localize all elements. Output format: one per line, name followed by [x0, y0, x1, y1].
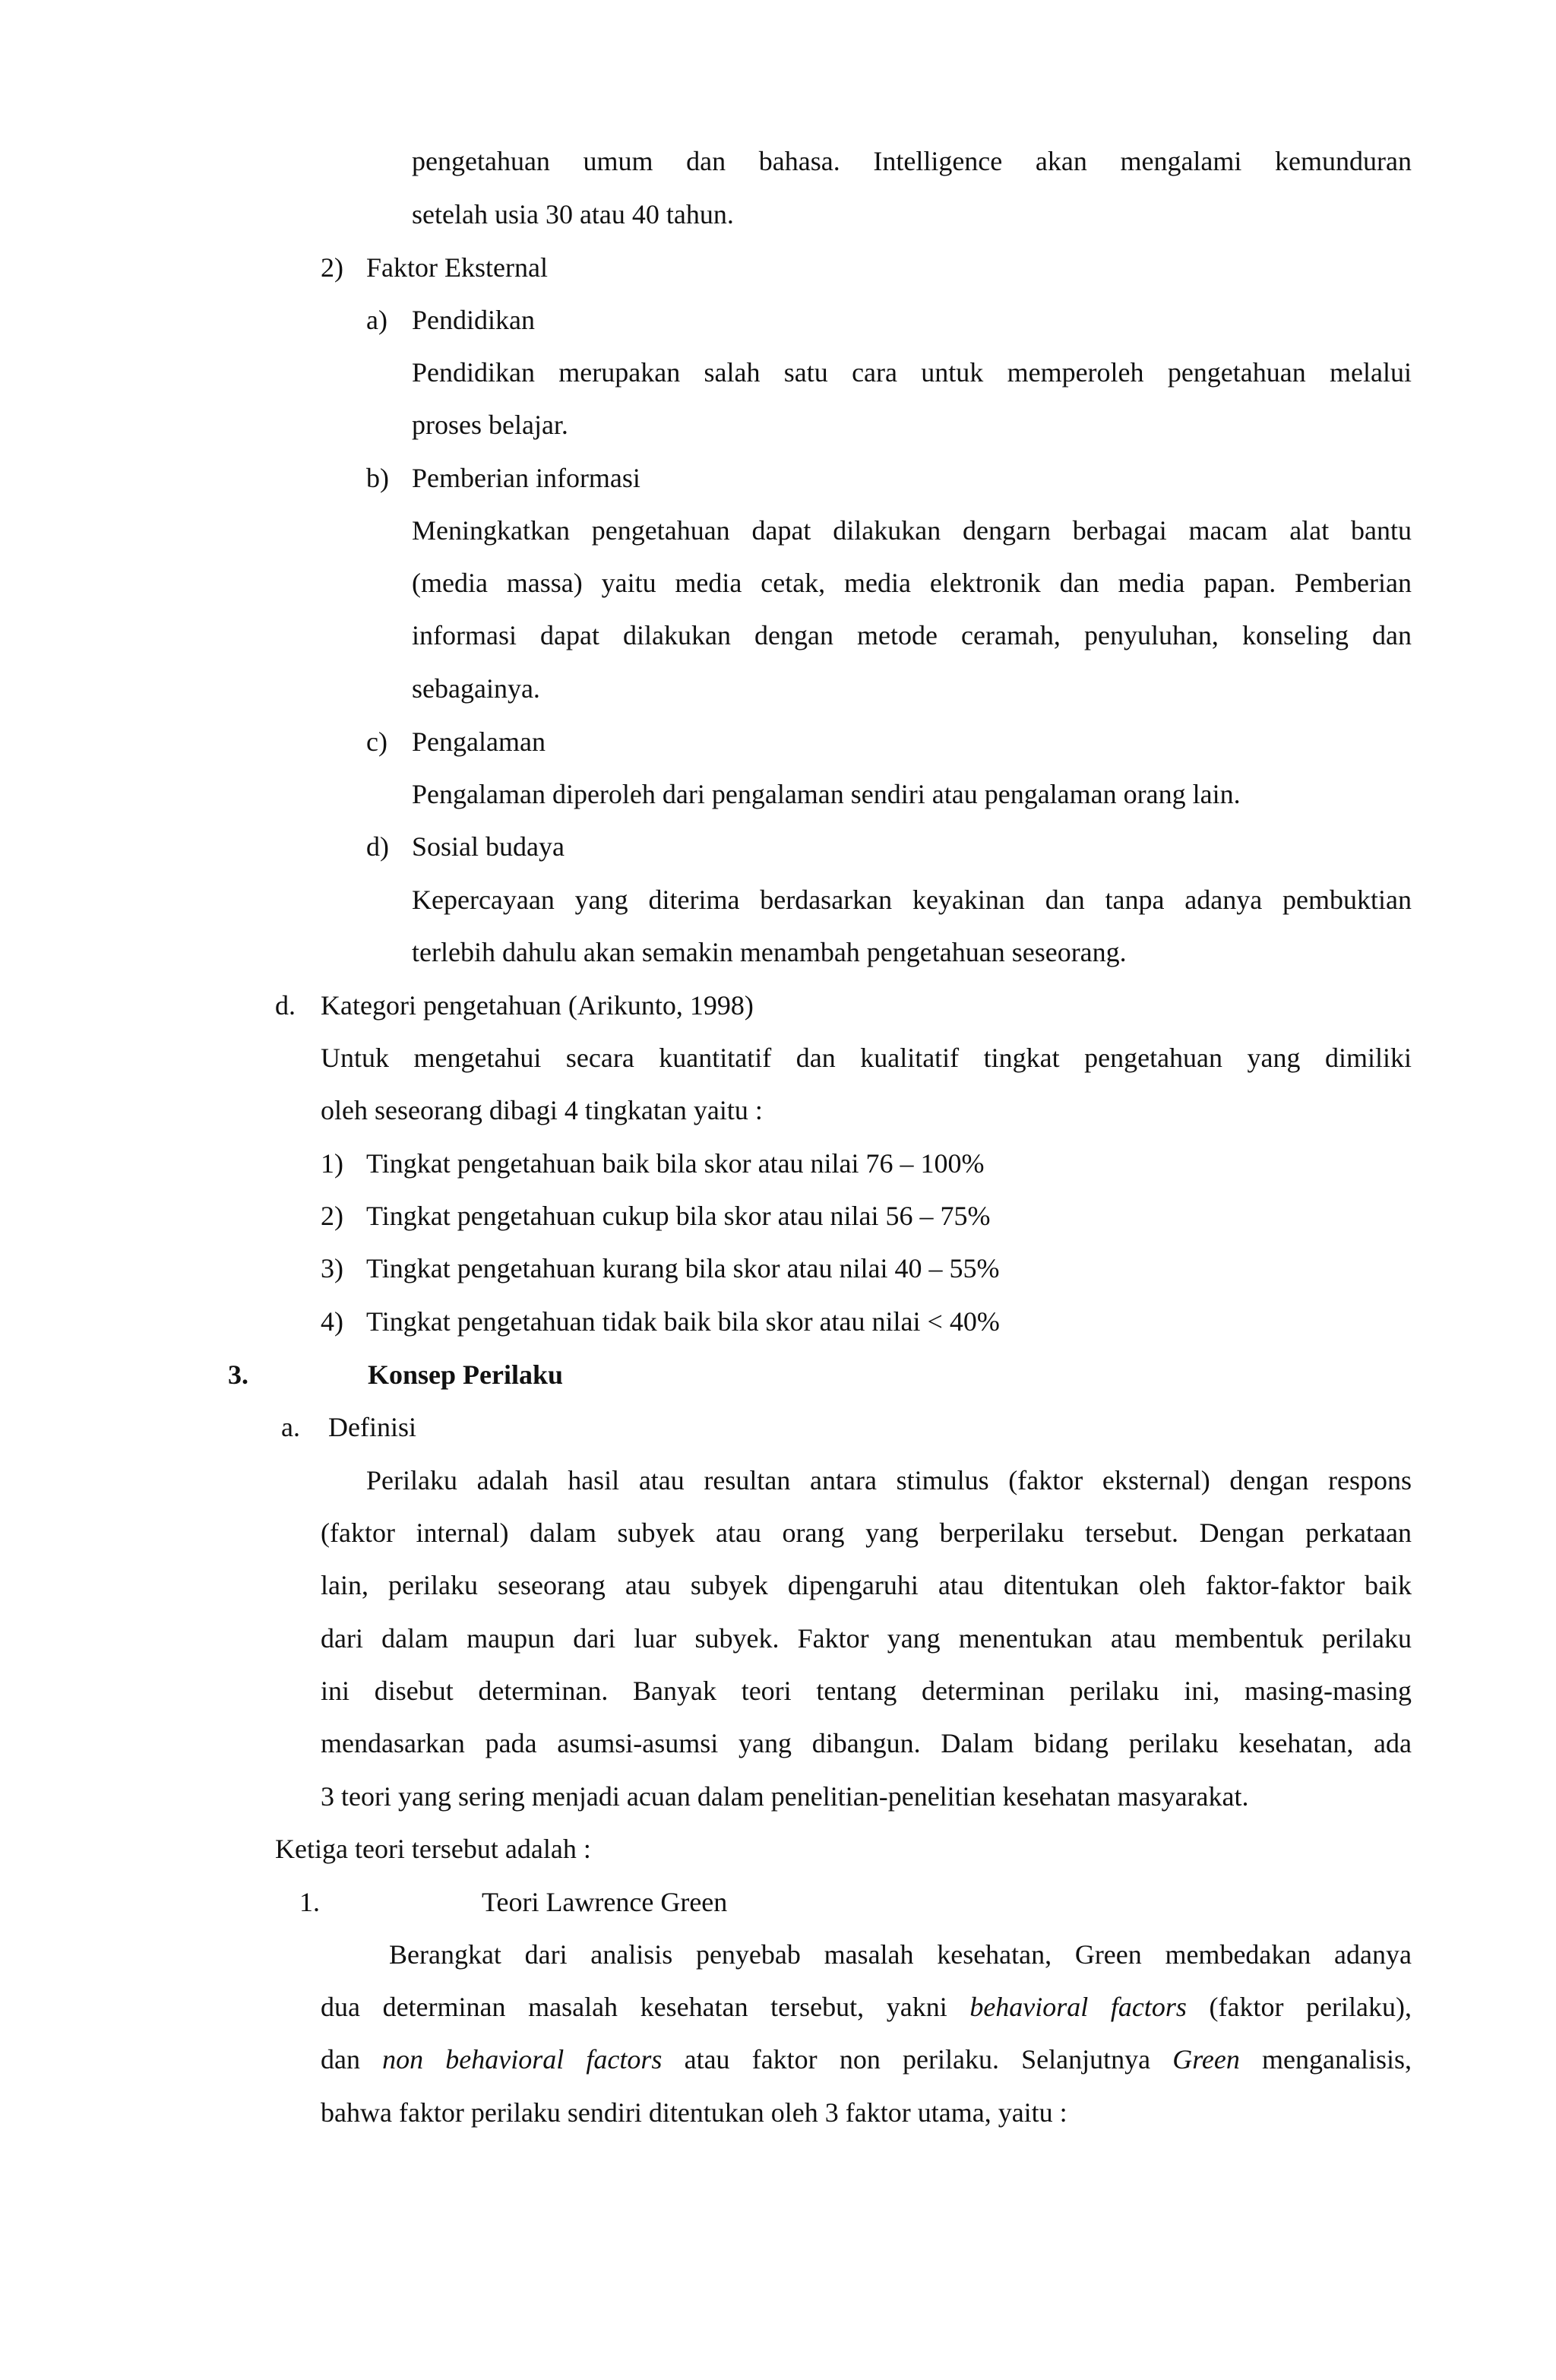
category-title: Kategori pengetahuan (Arikunto, 1998) — [321, 990, 754, 1021]
factor-b-line-1: Meningkatkan pengetahuan dapat dilakukan dengarn berbagai macam alat bantu — [412, 515, 1412, 546]
factor-c-title: Pengalaman — [412, 726, 546, 757]
section-3-number: 3. — [228, 1359, 248, 1390]
definition-letter: a. — [281, 1412, 300, 1442]
intro-line-2: setelah usia 30 atau 40 tahun. — [412, 199, 734, 229]
category-letter: d. — [275, 990, 296, 1021]
green-line-1: Berangkat dari analisis penyebab masalah kesehatan, Green membedakan adanya — [389, 1939, 1412, 1970]
definition-line-6: mendasarkan pada asumsi-asumsi yang dibangun. Dalam bidang perilaku kesehatan, ada — [321, 1728, 1412, 1758]
definition-line-3: lain, perilaku seseorang atau subyek dipengaruhi atau ditentukan oleh faktor-faktor baik — [321, 1570, 1412, 1600]
factor-b-line-2: (media massa) yaitu media cetak, media elektronik dan media papan. Pemberian — [412, 568, 1412, 598]
definition-line-4: dari dalam maupun dari luar subyek. Faktor yang menentukan atau membentuk perilaku — [321, 1623, 1412, 1654]
factor-b-letter: b) — [366, 463, 389, 493]
green-line-3: dan non behavioral factors atau faktor non perilaku. Selanjutnya Green menganalisis, — [321, 2044, 1412, 2075]
factor-a-title: Pendidikan — [412, 305, 535, 335]
factor-b-title: Pemberian informasi — [412, 463, 640, 493]
level-text: Tingkat pengetahuan cukup bila skor atau nilai 56 – 75% — [366, 1201, 991, 1231]
level-number: 2) — [321, 1201, 343, 1231]
factor-a-line-1: Pendidikan merupakan salah satu cara untuk memperoleh pengetahuan melalui — [412, 357, 1412, 388]
definition-line-5: ini disebut determinan. Banyak teori tentang determinan perilaku ini, masing-masing — [321, 1676, 1412, 1706]
definition-line-7: 3 teori yang sering menjadi acuan dalam penelitian-penelitian kesehatan masyarakat. — [321, 1781, 1249, 1812]
factor-b-line-3: informasi dapat dilakukan dengan metode ceramah, penyuluhan, konseling dan — [412, 620, 1412, 650]
factor-d-letter: d) — [366, 831, 389, 862]
intro-line-1: pengetahuan umum dan bahasa. Intelligence akan mengalami kemunduran — [412, 146, 1412, 176]
level-number: 3) — [321, 1253, 343, 1283]
factor-a-letter: a) — [366, 305, 387, 335]
factor-c-line-1: Pengalaman diperoleh dari pengalaman sendiri atau pengalaman orang lain. — [412, 779, 1241, 809]
factor-a-line-2: proses belajar. — [412, 410, 568, 440]
factor-d-title: Sosial budaya — [412, 831, 565, 862]
level-number: 4) — [321, 1306, 343, 1337]
level-text: Tingkat pengetahuan baik bila skor atau nilai 76 – 100% — [366, 1148, 985, 1179]
level-text: Tingkat pengetahuan kurang bila skor atau nilai 40 – 55% — [366, 1253, 1000, 1283]
theory-1-title: Teori Lawrence Green — [482, 1887, 728, 1917]
external-factors-number: 2) — [321, 252, 343, 283]
category-intro-line-2: oleh seseorang dibagi 4 tingkatan yaitu : — [321, 1095, 763, 1125]
definition-line-2: (faktor internal) dalam subyek atau orang yang berperilaku tersebut. Dengan perkataan — [321, 1518, 1412, 1548]
category-intro-line-1: Untuk mengetahui secara kuantitatif dan kualitatif tingkat pengetahuan yang dimiliki — [321, 1043, 1412, 1073]
section-3-title: Konsep Perilaku — [368, 1359, 564, 1390]
factor-d-line-2: terlebih dahulu akan semakin menambah pengetahuan seseorang. — [412, 937, 1127, 967]
green-line-2: dua determinan masalah kesehatan tersebut, yakni behavioral factors (faktor perilaku), — [321, 1992, 1412, 2022]
level-number: 1) — [321, 1148, 343, 1179]
definition-title: Definisi — [328, 1412, 416, 1442]
external-factors-title: Faktor Eksternal — [366, 252, 548, 283]
factor-d-line-1: Kepercayaan yang diterima berdasarkan keyakinan dan tanpa adanya pembuktian — [412, 885, 1412, 915]
green-line-4: bahwa faktor perilaku sendiri ditentukan oleh 3 faktor utama, yaitu : — [321, 2097, 1067, 2128]
three-theories-text: Ketiga teori tersebut adalah : — [275, 1834, 591, 1864]
definition-line-1: Perilaku adalah hasil atau resultan antara stimulus (faktor eksternal) dengan respons — [366, 1465, 1412, 1495]
theory-1-number: 1. — [299, 1887, 320, 1917]
level-text: Tingkat pengetahuan tidak baik bila skor atau nilai < 40% — [366, 1306, 1000, 1337]
factor-b-line-4: sebagainya. — [412, 673, 540, 704]
factor-c-letter: c) — [366, 726, 387, 757]
